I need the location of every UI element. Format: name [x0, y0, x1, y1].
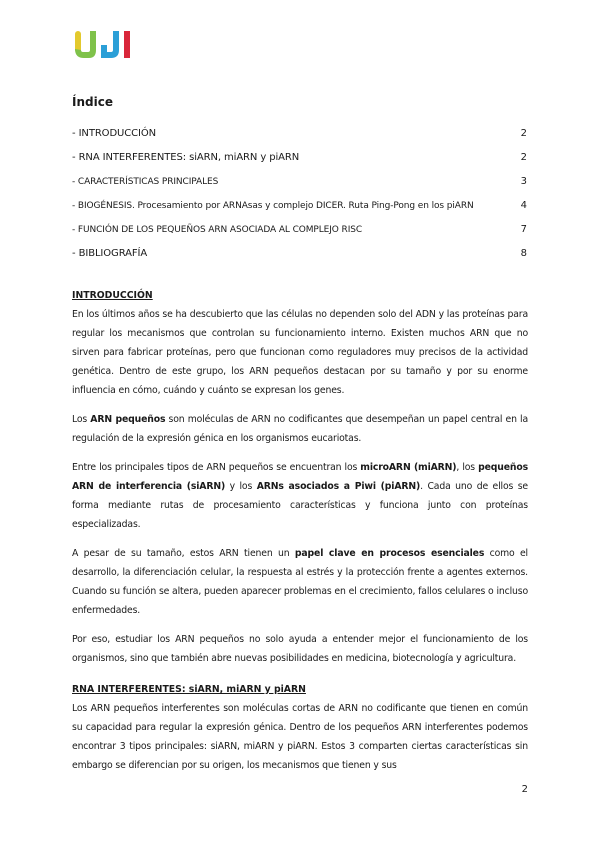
toc-entry[interactable] [72, 200, 528, 211]
section-heading-introduccion: INTRODUCCIÓN [72, 290, 153, 301]
toc-entry-page: 2 [520, 128, 527, 139]
paragraph: Los ARN pequeños interferentes son moléculas cortas de ARN no codificante que tienen en común su capacidad para regular la expresión génica. Dentro de los pequeños ARN interferentes podemos encontrar 3 tipos principales: siARN, miARN y piARN. Estos 3 comparten ciertas características sin embargo se diferencian por su origen, los mecanismos que tienen y sus [72, 703, 528, 771]
toc-entry[interactable] [72, 176, 528, 187]
toc-entry-page: 3 [520, 176, 527, 187]
page-number: 2 [521, 784, 528, 795]
paragraph: Por eso, estudiar los ARN pequeños no solo ayuda a entender mejor el funcionamiento de los organismos, sino que también abre nuevas posibilidades en medicina, biotecnología y agricultura. [72, 634, 528, 664]
uji-logo-icon [75, 31, 133, 59]
toc-entry-title: - FUNCIÓN DE LOS PEQUEÑOS ARN ASOCIADA AL COMPLEJO RISC [72, 225, 363, 235]
toc-entry[interactable] [72, 224, 528, 235]
toc-entry[interactable] [72, 152, 528, 163]
toc-entry-title: - RNA INTERFERENTES: siARN, miARN y piARN [72, 152, 300, 163]
paragraph: En los últimos años se ha descubierto que las células no dependen solo del ADN y las proteínas para regular los mecanismos que controlan su funcionamiento interno. Existen muchos ARN que no sirven para fabricar proteínas, pero que funcionan como reguladores muy precisos de la actividad genética. Dentro de este grupo, los ARN pequeños destacan por su tamaño y por su enorme influencia en cómo, cuándo y cuánto se expresan los genes. [72, 309, 528, 396]
toc-entry-page: 2 [520, 152, 527, 163]
toc-entry-title: - CARACTERÍSTICAS PRINCIPALES [72, 177, 219, 187]
toc-entry-page: 7 [520, 224, 527, 235]
paragraph: A pesar de su tamaño, estos ARN tienen un papel clave en procesos esenciales como el desarrollo, la diferenciación celular, la respuesta al estrés y la protección frente a agentes externos. Cuando su función se altera, pueden aparecer problemas en el crecimiento, fallos celulares o incluso enfermedades. [72, 548, 528, 616]
toc-entry-page: 4 [520, 200, 527, 211]
toc-entry-page: 8 [520, 248, 527, 259]
toc-entry-title: - INTRODUCCIÓN [72, 128, 157, 139]
toc-entry-title: - BIBLIOGRAFÍA [72, 248, 148, 259]
section-heading-rna-interferentes: RNA INTERFERENTES: siARN, miARN y piARN [72, 684, 306, 695]
toc-title: Índice [72, 95, 113, 109]
document-body [72, 286, 528, 785]
toc-entry-title: - BIOGÉNESIS. Procesamiento por ARNAsas y complejo DICER. Ruta Ping-Pong en los piARN [72, 201, 474, 211]
toc-entry[interactable] [72, 128, 528, 139]
toc-entry[interactable] [72, 248, 528, 259]
paragraph: Entre los principales tipos de ARN pequeños se encuentran los microARN (miARN), los pequeños ARN de interferencia (siARN) y los ARNs asociados a Piwi (piARN). Cada uno de ellos se forma mediante rutas de procesamiento características y funciona junto con proteínas especializadas. [72, 462, 529, 530]
paragraph: Los ARN pequeños son moléculas de ARN no codificantes que desempeñan un papel central en la regulación de la expresión génica en los organismos eucariotas. [72, 414, 528, 444]
